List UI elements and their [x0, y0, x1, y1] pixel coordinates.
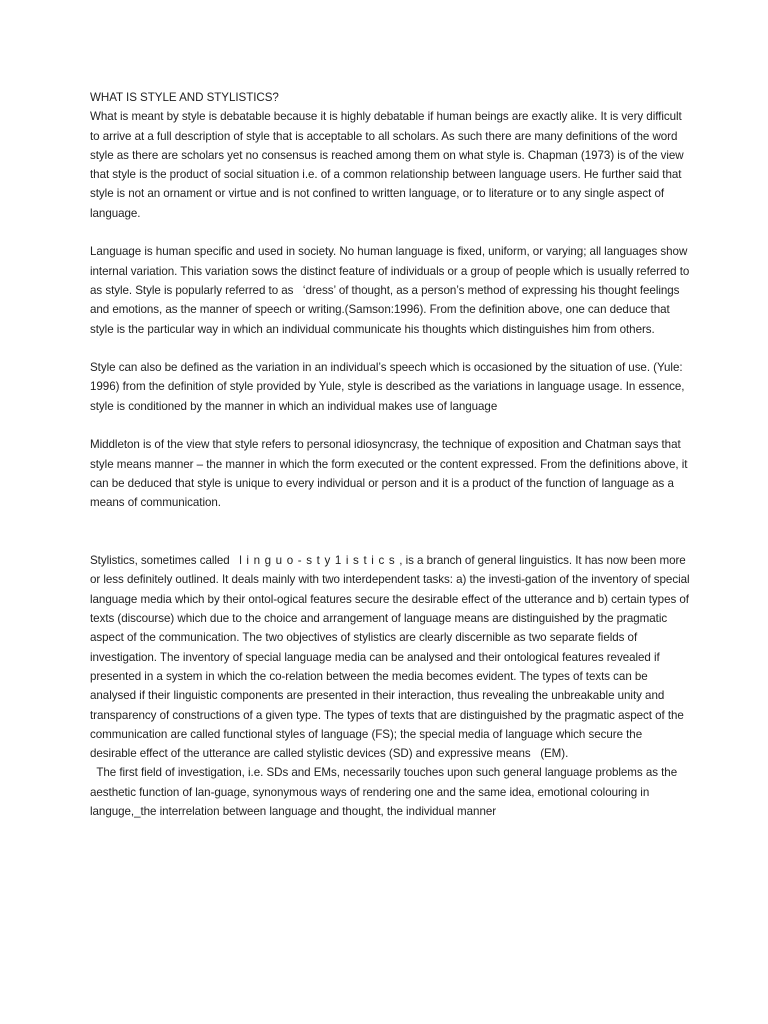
- paragraph-stylistics-branch: [90, 551, 690, 763]
- paragraph-spacer: [90, 416, 690, 435]
- paragraph-style-definition: What is meant by style is debatable because it is highly debatable if human beings are exactly alike. It is very difficult to arrive at a full description of style that is acceptable to all scholars. As such there are many definitions of the word style as there are scholars yet no consensus is reached among them on what style is. Chapman (1973) is of the view that style is the product of social situation i.e. of a common relationship between language users. He further said that style is not an ornament or virtue and is not confined to written language, or to literature or to any single aspect of language.: [90, 110, 684, 220]
- paragraph-yule-definition: Style can also be defined as the variation in an individual’s speech which is occasioned by the situation of use. (Yule: 1996) from the definition of style provided by Yule, style is described as the variations in language usage. In essence, style is conditioned by the manner in which an individual makes use of language: [90, 361, 685, 413]
- paragraph-middleton-chatman: Middleton is of the view that style refers to personal idiosyncrasy, the technique of exposition and Chatman says that style means manner – the manner in which the form executed or the content expressed. From the definitions above, it can be deduced that style is unique to every individual or person and it is a product of the function of language as a means of communication.: [90, 438, 688, 510]
- paragraph-stylistics-body: , is a branch of general linguistics. It has now been more or less definitely outlined. It deals mainly with two interdependent tasks: a) the investi-gation of the inventory of special language media which by their ontol-ogical features secure the desirable effect of the utterance and b) certain types of texts (discourse) which due to the choice and arrangement of language means are distinguished by the pragmatic aspect of the communication. The two objectives of stylistics are clearly discernible as two separate fields of investigation. The inventory of special language media can be analysed and their ontological features revealed if presented in a system in which the co-relation between the media becomes evident. The types of texts can be analysed if their linguistic components are presented in their interaction, thus revealing the unbreakable unity and transparency of constructions of a given type. The types of texts that are distinguished by the pragmatic aspect of the communication are called functional styles of language (FS); the special media of language which secure the desirable effect of the utterance are called stylistic devices (SD) and expressive means (EM).: [90, 554, 690, 761]
- paragraph-first-field: The first field of investigation, i.e. SDs and EMs, necessarily touches upon such general language problems as the aesthetic function of lan-guage, synonymous ways of rendering one and the same idea, emotional colouring in languge,_the interrelation between language and thought, the individual manner: [90, 766, 678, 818]
- document-title: WHAT IS STYLE AND STYLISTICS?: [90, 91, 279, 104]
- paragraph-spacer: [90, 513, 690, 552]
- paragraph-language-variation: Language is human specific and used in society. No human language is fixed, uniform, or varying; all languages show internal variation. This variation sows the distinct feature of individuals or a group of people which is usually referred to as style. Style is popularly referred to as ‘dress’ of thought, as a person’s method of expressing his thought feelings and emotions, as the manner of speech or writing.(Samson:1996). From the definition above, one can deduce that style is the particular way in which an individual communicate his thoughts which distinguishes him from others.: [90, 245, 690, 336]
- paragraph-stylistics-intro: Stylistics, sometimes called: [90, 554, 240, 568]
- document-body: [90, 88, 690, 821]
- paragraph-spacer: [90, 223, 690, 242]
- paragraph-spacer: [90, 339, 690, 358]
- spaced-term-linguostylistics: linguo-sty1istics: [239, 554, 400, 568]
